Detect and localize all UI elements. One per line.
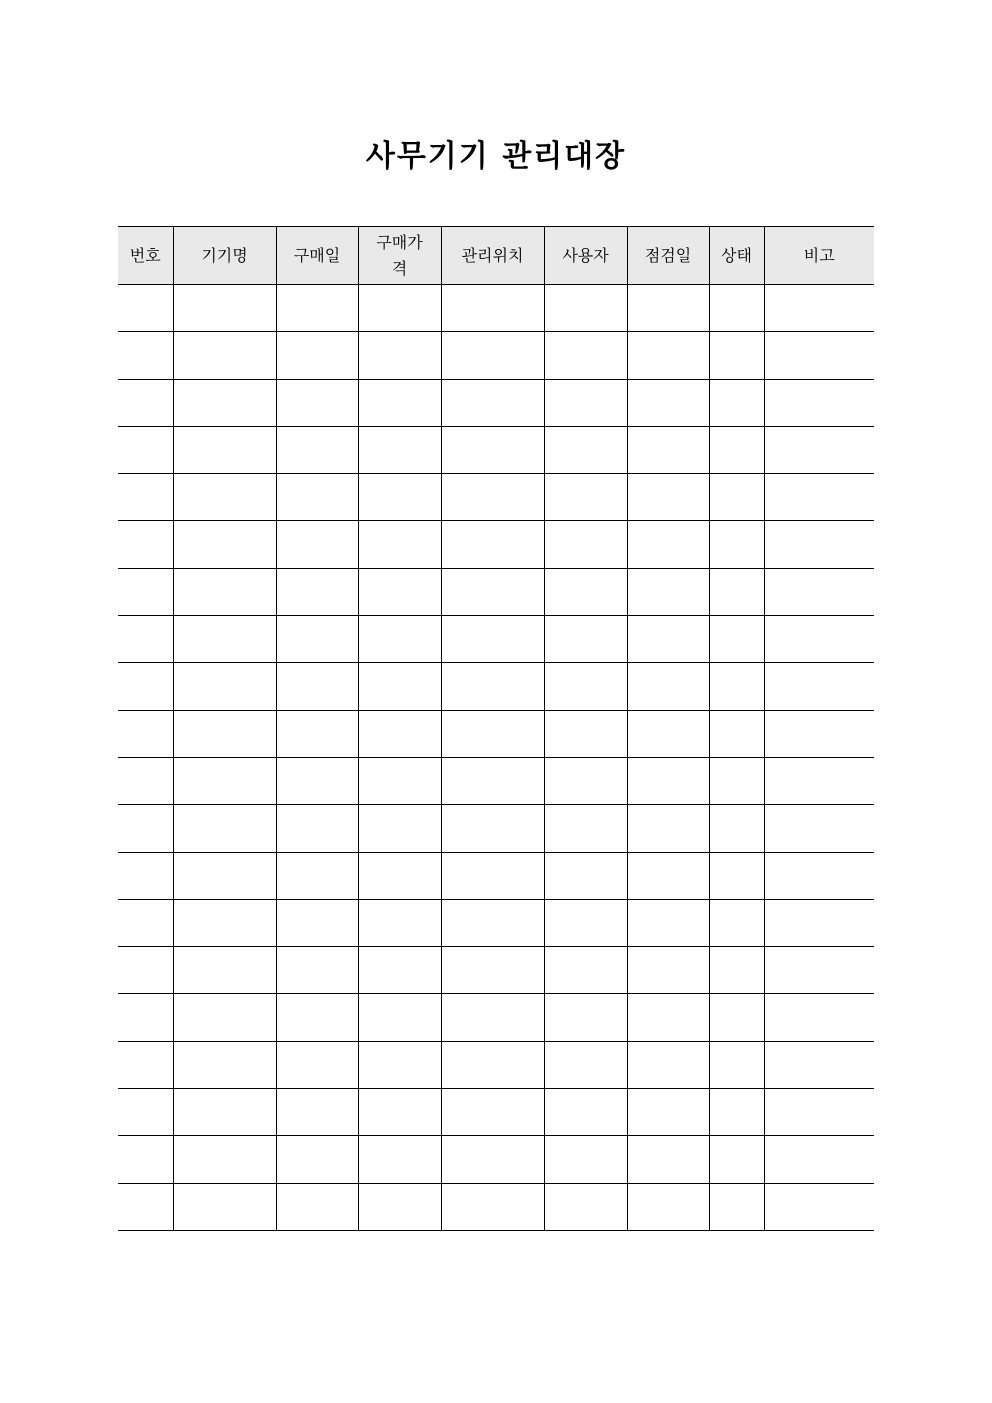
- cell-number[interactable]: [118, 1089, 173, 1136]
- header-label: 기기명: [201, 245, 248, 265]
- cell-inspection-date[interactable]: [627, 805, 709, 852]
- cell-location[interactable]: [441, 426, 544, 473]
- header-label: 점검일: [644, 245, 692, 265]
- cell-user[interactable]: [544, 805, 627, 852]
- table-row: [118, 710, 874, 757]
- header-label: 번호: [129, 245, 161, 265]
- cell-purchase-date[interactable]: [276, 710, 358, 757]
- cell-purchase-price[interactable]: [358, 805, 441, 852]
- cell-user[interactable]: [544, 852, 627, 899]
- table-row: [118, 1089, 874, 1136]
- header-purchase-date: [276, 227, 358, 285]
- cell-user[interactable]: [544, 947, 627, 994]
- cell-number[interactable]: [118, 1041, 173, 1088]
- cell-purchase-date[interactable]: [276, 994, 358, 1041]
- header-label: 구매가 격: [376, 232, 423, 278]
- cell-number[interactable]: [118, 1136, 173, 1183]
- cell-device-name[interactable]: [173, 1136, 276, 1183]
- cell-remarks[interactable]: [764, 616, 874, 663]
- table-row: [118, 379, 874, 426]
- header-remarks: [764, 227, 874, 285]
- cell-user[interactable]: [544, 663, 627, 710]
- cell-device-name[interactable]: [173, 947, 276, 994]
- cell-purchase-price[interactable]: [358, 285, 441, 332]
- cell-user[interactable]: [544, 568, 627, 615]
- cell-device-name[interactable]: [173, 426, 276, 473]
- cell-device-name[interactable]: [173, 568, 276, 615]
- cell-number[interactable]: [118, 805, 173, 852]
- header-label: 상태: [721, 245, 752, 265]
- cell-status[interactable]: [709, 1041, 764, 1088]
- cell-user[interactable]: [544, 332, 627, 379]
- cell-purchase-price[interactable]: [358, 1089, 441, 1136]
- cell-location[interactable]: [441, 899, 544, 946]
- cell-status[interactable]: [709, 332, 764, 379]
- cell-number[interactable]: [118, 852, 173, 899]
- cell-purchase-price[interactable]: [358, 332, 441, 379]
- cell-number[interactable]: [118, 474, 173, 521]
- cell-location[interactable]: [441, 616, 544, 663]
- cell-device-name[interactable]: [173, 852, 276, 899]
- header-location: [441, 227, 544, 285]
- cell-purchase-price[interactable]: [358, 899, 441, 946]
- cell-remarks[interactable]: [764, 332, 874, 379]
- cell-purchase-date[interactable]: [276, 805, 358, 852]
- cell-remarks[interactable]: [764, 899, 874, 946]
- cell-inspection-date[interactable]: [627, 757, 709, 804]
- cell-remarks[interactable]: [764, 710, 874, 757]
- header-user: [544, 227, 627, 285]
- cell-purchase-price[interactable]: [358, 1183, 441, 1230]
- table-row: [118, 1136, 874, 1183]
- cell-device-name[interactable]: [173, 616, 276, 663]
- cell-inspection-date[interactable]: [627, 663, 709, 710]
- cell-inspection-date[interactable]: [627, 1089, 709, 1136]
- cell-device-name[interactable]: [173, 710, 276, 757]
- cell-purchase-date[interactable]: [276, 1183, 358, 1230]
- page-title: 사무기기 관리대장: [365, 139, 627, 174]
- cell-status[interactable]: [709, 1089, 764, 1136]
- cell-user[interactable]: [544, 710, 627, 757]
- cell-location[interactable]: [441, 757, 544, 804]
- cell-device-name[interactable]: [173, 663, 276, 710]
- cell-purchase-price[interactable]: [358, 616, 441, 663]
- cell-inspection-date[interactable]: [627, 426, 709, 473]
- cell-remarks[interactable]: [764, 663, 874, 710]
- table-row: [118, 568, 874, 615]
- cell-number[interactable]: [118, 426, 173, 473]
- cell-device-name[interactable]: [173, 994, 276, 1041]
- cell-number[interactable]: [118, 947, 173, 994]
- cell-purchase-date[interactable]: [276, 426, 358, 473]
- cell-purchase-price[interactable]: [358, 663, 441, 710]
- cell-status[interactable]: [709, 852, 764, 899]
- cell-inspection-date[interactable]: [627, 521, 709, 568]
- cell-purchase-date[interactable]: [276, 899, 358, 946]
- cell-number[interactable]: [118, 710, 173, 757]
- cell-user[interactable]: [544, 474, 627, 521]
- cell-purchase-date[interactable]: [276, 379, 358, 426]
- cell-user[interactable]: [544, 1041, 627, 1088]
- cell-number[interactable]: [118, 616, 173, 663]
- cell-status[interactable]: [709, 757, 764, 804]
- cell-location[interactable]: [441, 805, 544, 852]
- cell-location[interactable]: [441, 1089, 544, 1136]
- cell-remarks[interactable]: [764, 947, 874, 994]
- cell-device-name[interactable]: [173, 379, 276, 426]
- cell-status[interactable]: [709, 805, 764, 852]
- cell-inspection-date[interactable]: [627, 1041, 709, 1088]
- cell-purchase-price[interactable]: [358, 379, 441, 426]
- cell-purchase-date[interactable]: [276, 663, 358, 710]
- cell-purchase-date[interactable]: [276, 1089, 358, 1136]
- cell-purchase-price[interactable]: [358, 521, 441, 568]
- cell-user[interactable]: [544, 521, 627, 568]
- cell-remarks[interactable]: [764, 568, 874, 615]
- header-label: 사용자: [562, 245, 609, 265]
- table-row: [118, 332, 874, 379]
- cell-remarks[interactable]: [764, 1041, 874, 1088]
- header-label: 관리위치: [461, 245, 524, 265]
- cell-purchase-date[interactable]: [276, 616, 358, 663]
- cell-location[interactable]: [441, 332, 544, 379]
- table-row: [118, 474, 874, 521]
- cell-user[interactable]: [544, 1183, 627, 1230]
- cell-status[interactable]: [709, 947, 764, 994]
- cell-number[interactable]: [118, 757, 173, 804]
- cell-status[interactable]: [709, 1183, 764, 1230]
- cell-location[interactable]: [441, 710, 544, 757]
- cell-location[interactable]: [441, 379, 544, 426]
- cell-purchase-date[interactable]: [276, 757, 358, 804]
- table-row: [118, 1041, 874, 1088]
- cell-purchase-price[interactable]: [358, 994, 441, 1041]
- cell-remarks[interactable]: [764, 426, 874, 473]
- cell-location[interactable]: [441, 994, 544, 1041]
- cell-purchase-date[interactable]: [276, 521, 358, 568]
- cell-inspection-date[interactable]: [627, 710, 709, 757]
- cell-purchase-price[interactable]: [358, 474, 441, 521]
- cell-device-name[interactable]: [173, 332, 276, 379]
- cell-purchase-date[interactable]: [276, 474, 358, 521]
- cell-inspection-date[interactable]: [627, 568, 709, 615]
- cell-number[interactable]: [118, 332, 173, 379]
- cell-remarks[interactable]: [764, 285, 874, 332]
- cell-inspection-date[interactable]: [627, 332, 709, 379]
- header-label: 구매일: [293, 245, 341, 265]
- header-status: [709, 227, 764, 285]
- cell-inspection-date[interactable]: [627, 852, 709, 899]
- cell-status[interactable]: [709, 285, 764, 332]
- cell-inspection-date[interactable]: [627, 616, 709, 663]
- cell-remarks[interactable]: [764, 1136, 874, 1183]
- header-row: [118, 227, 874, 285]
- cell-remarks[interactable]: [764, 805, 874, 852]
- cell-device-name[interactable]: [173, 805, 276, 852]
- cell-device-name[interactable]: [173, 521, 276, 568]
- cell-status[interactable]: [709, 616, 764, 663]
- cell-remarks[interactable]: [764, 757, 874, 804]
- cell-remarks[interactable]: [764, 379, 874, 426]
- cell-location[interactable]: [441, 1183, 544, 1230]
- table-row: [118, 285, 874, 332]
- cell-status[interactable]: [709, 474, 764, 521]
- cell-number[interactable]: [118, 379, 173, 426]
- cell-user[interactable]: [544, 426, 627, 473]
- cell-purchase-price[interactable]: [358, 710, 441, 757]
- cell-user[interactable]: [544, 285, 627, 332]
- table-row: [118, 616, 874, 663]
- cell-purchase-date[interactable]: [276, 568, 358, 615]
- table-row: [118, 757, 874, 804]
- cell-status[interactable]: [709, 568, 764, 615]
- header-number: [118, 227, 173, 285]
- cell-purchase-price[interactable]: [358, 852, 441, 899]
- cell-purchase-date[interactable]: [276, 1041, 358, 1088]
- cell-user[interactable]: [544, 899, 627, 946]
- cell-inspection-date[interactable]: [627, 947, 709, 994]
- table-row: [118, 521, 874, 568]
- cell-remarks[interactable]: [764, 474, 874, 521]
- cell-device-name[interactable]: [173, 285, 276, 332]
- cell-number[interactable]: [118, 521, 173, 568]
- cell-number[interactable]: [118, 285, 173, 332]
- cell-purchase-date[interactable]: [276, 947, 358, 994]
- cell-user[interactable]: [544, 757, 627, 804]
- cell-purchase-date[interactable]: [276, 332, 358, 379]
- cell-purchase-price[interactable]: [358, 947, 441, 994]
- cell-inspection-date[interactable]: [627, 474, 709, 521]
- cell-location[interactable]: [441, 1136, 544, 1183]
- cell-location[interactable]: [441, 1041, 544, 1088]
- table-row: [118, 1183, 874, 1230]
- cell-status[interactable]: [709, 521, 764, 568]
- cell-location[interactable]: [441, 947, 544, 994]
- cell-number[interactable]: [118, 663, 173, 710]
- cell-device-name[interactable]: [173, 1183, 276, 1230]
- cell-inspection-date[interactable]: [627, 1183, 709, 1230]
- cell-status[interactable]: [709, 426, 764, 473]
- cell-location[interactable]: [441, 521, 544, 568]
- cell-purchase-price[interactable]: [358, 757, 441, 804]
- cell-user[interactable]: [544, 379, 627, 426]
- cell-status[interactable]: [709, 1136, 764, 1183]
- cell-number[interactable]: [118, 568, 173, 615]
- header-purchase-price: [358, 227, 441, 285]
- cell-purchase-date[interactable]: [276, 852, 358, 899]
- cell-remarks[interactable]: [764, 521, 874, 568]
- office-equipment-ledger-table: [118, 226, 874, 1231]
- cell-purchase-price[interactable]: [358, 426, 441, 473]
- cell-user[interactable]: [544, 994, 627, 1041]
- cell-location[interactable]: [441, 852, 544, 899]
- table-row: [118, 426, 874, 473]
- cell-user[interactable]: [544, 616, 627, 663]
- cell-number[interactable]: [118, 1183, 173, 1230]
- cell-device-name[interactable]: [173, 1089, 276, 1136]
- cell-purchase-date[interactable]: [276, 1136, 358, 1183]
- cell-remarks[interactable]: [764, 852, 874, 899]
- header-label: 비고: [803, 245, 835, 265]
- cell-device-name[interactable]: [173, 1041, 276, 1088]
- table-row: [118, 663, 874, 710]
- cell-status[interactable]: [709, 899, 764, 946]
- cell-remarks[interactable]: [764, 1089, 874, 1136]
- cell-inspection-date[interactable]: [627, 379, 709, 426]
- cell-inspection-date[interactable]: [627, 899, 709, 946]
- table-row: [118, 994, 874, 1041]
- ledger-body: [118, 285, 874, 1231]
- cell-remarks[interactable]: [764, 994, 874, 1041]
- cell-inspection-date[interactable]: [627, 1136, 709, 1183]
- table-row: [118, 852, 874, 899]
- cell-number[interactable]: [118, 899, 173, 946]
- cell-status[interactable]: [709, 994, 764, 1041]
- cell-device-name[interactable]: [173, 757, 276, 804]
- cell-remarks[interactable]: [764, 1183, 874, 1230]
- cell-device-name[interactable]: [173, 474, 276, 521]
- table-row: [118, 899, 874, 946]
- cell-device-name[interactable]: [173, 899, 276, 946]
- header-inspection-date: [627, 227, 709, 285]
- cell-status[interactable]: [709, 663, 764, 710]
- table-row: [118, 947, 874, 994]
- cell-number[interactable]: [118, 994, 173, 1041]
- cell-user[interactable]: [544, 1136, 627, 1183]
- cell-purchase-price[interactable]: [358, 1136, 441, 1183]
- cell-location[interactable]: [441, 474, 544, 521]
- cell-purchase-price[interactable]: [358, 1041, 441, 1088]
- cell-inspection-date[interactable]: [627, 285, 709, 332]
- cell-inspection-date[interactable]: [627, 994, 709, 1041]
- cell-location[interactable]: [441, 663, 544, 710]
- cell-location[interactable]: [441, 285, 544, 332]
- cell-status[interactable]: [709, 710, 764, 757]
- cell-purchase-date[interactable]: [276, 285, 358, 332]
- cell-location[interactable]: [441, 568, 544, 615]
- cell-user[interactable]: [544, 1089, 627, 1136]
- header-device-name: [173, 227, 276, 285]
- cell-purchase-price[interactable]: [358, 568, 441, 615]
- cell-status[interactable]: [709, 379, 764, 426]
- table-row: [118, 805, 874, 852]
